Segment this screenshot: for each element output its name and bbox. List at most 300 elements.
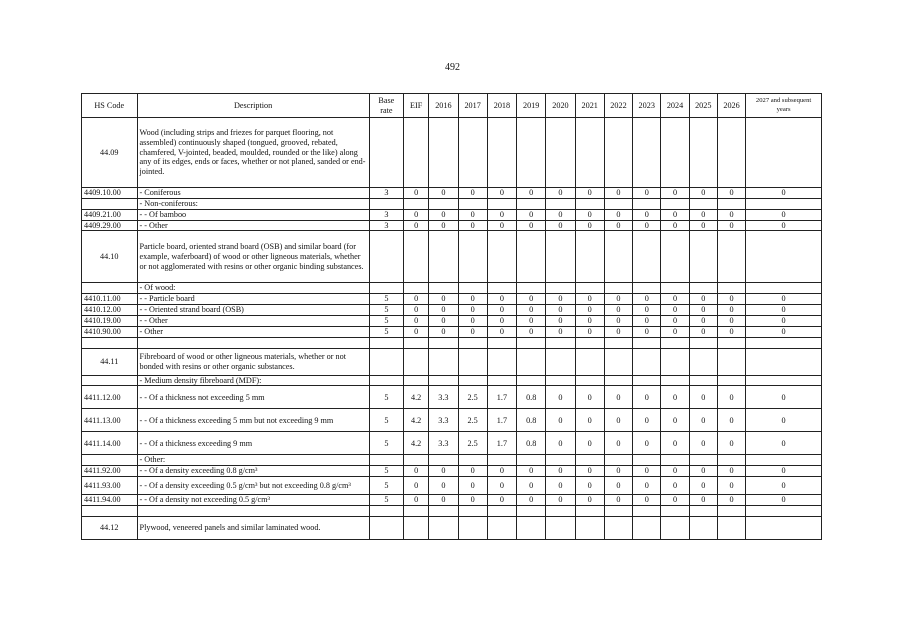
rate-cell: 0 <box>661 220 689 231</box>
rate-cell: 0 <box>575 495 604 506</box>
rate-cell <box>487 516 516 539</box>
rate-cell: 0 <box>717 294 745 305</box>
rate-cell: 0 <box>689 409 717 432</box>
rate-cell: 0 <box>661 495 689 506</box>
base-rate-cell: 5 <box>369 466 403 477</box>
hs-code-cell: 4411.92.00 <box>82 466 138 477</box>
hs-code-cell: 4411.13.00 <box>82 409 138 432</box>
rate-cell: 0 <box>604 220 632 231</box>
rate-cell: 0 <box>429 188 458 199</box>
rate-cell <box>661 455 689 466</box>
rate-cell: 0 <box>746 220 822 231</box>
rate-cell <box>717 505 745 516</box>
rate-cell <box>429 337 458 348</box>
page-number: 492 <box>445 62 460 73</box>
rate-cell: 0 <box>604 432 632 455</box>
rate-cell <box>746 231 822 283</box>
rate-cell <box>633 516 661 539</box>
column-header: EIF <box>404 94 429 118</box>
rate-cell <box>517 348 546 375</box>
rate-cell <box>404 348 429 375</box>
rate-cell <box>717 198 745 209</box>
rate-cell: 0 <box>717 386 745 409</box>
base-rate-cell <box>369 198 403 209</box>
rate-cell <box>487 231 516 283</box>
rate-cell: 0 <box>717 188 745 199</box>
rate-cell <box>604 505 632 516</box>
rate-cell: 0 <box>575 220 604 231</box>
column-header: 2022 <box>604 94 632 118</box>
rate-cell <box>633 198 661 209</box>
rate-cell: 0 <box>746 326 822 337</box>
base-rate-cell: 5 <box>369 495 403 506</box>
rate-cell <box>604 516 632 539</box>
rate-cell <box>458 348 487 375</box>
rate-cell <box>746 283 822 294</box>
rate-cell: 0 <box>633 294 661 305</box>
rate-cell <box>487 455 516 466</box>
rate-cell <box>575 198 604 209</box>
rate-cell <box>633 348 661 375</box>
rate-cell: 0 <box>661 432 689 455</box>
column-header: 2023 <box>633 94 661 118</box>
rate-cell <box>575 348 604 375</box>
rate-cell <box>746 516 822 539</box>
rate-cell <box>458 516 487 539</box>
rate-cell <box>689 348 717 375</box>
rate-cell <box>746 118 822 188</box>
rate-cell: 0 <box>746 305 822 316</box>
rate-cell: 0 <box>546 209 575 220</box>
table-row <box>82 477 822 495</box>
rate-cell: 0.8 <box>517 432 546 455</box>
rate-cell: 0 <box>633 466 661 477</box>
rate-cell: 0 <box>546 294 575 305</box>
rate-cell <box>458 505 487 516</box>
rate-cell <box>487 337 516 348</box>
column-header: 2019 <box>517 94 546 118</box>
rate-cell: 2.5 <box>458 432 487 455</box>
rate-cell <box>575 231 604 283</box>
hs-code-cell: 4409.10.00 <box>82 188 138 199</box>
rate-cell <box>404 516 429 539</box>
rate-cell: 0 <box>546 188 575 199</box>
rate-cell: 0 <box>458 305 487 316</box>
base-rate-cell: 5 <box>369 326 403 337</box>
column-header: 2020 <box>546 94 575 118</box>
rate-cell: 0 <box>717 326 745 337</box>
rate-cell: 0 <box>604 294 632 305</box>
rate-cell <box>487 283 516 294</box>
table-row <box>82 294 822 305</box>
description-cell: - - Oriented strand board (OSB) <box>137 305 369 316</box>
rate-cell <box>689 198 717 209</box>
rate-cell: 0 <box>746 294 822 305</box>
rate-cell: 3.3 <box>429 386 458 409</box>
rate-cell: 0 <box>661 294 689 305</box>
rate-cell: 0 <box>404 294 429 305</box>
rate-cell: 0 <box>717 209 745 220</box>
rate-cell: 0 <box>458 294 487 305</box>
rate-cell: 0 <box>404 305 429 316</box>
description-cell: - - Particle board <box>137 294 369 305</box>
rate-cell <box>458 337 487 348</box>
rate-cell: 0 <box>487 209 516 220</box>
rate-cell <box>717 283 745 294</box>
rate-cell <box>487 375 516 386</box>
rate-cell: 1.7 <box>487 409 516 432</box>
description-cell <box>137 337 369 348</box>
rate-cell: 0 <box>717 409 745 432</box>
rate-cell <box>575 505 604 516</box>
rate-cell: 0 <box>517 326 546 337</box>
rate-cell <box>546 455 575 466</box>
rate-cell <box>689 375 717 386</box>
rate-cell: 0 <box>633 220 661 231</box>
heading-row <box>82 516 822 539</box>
table-header <box>82 94 822 118</box>
rate-cell <box>746 348 822 375</box>
base-rate-cell: 3 <box>369 188 403 199</box>
rate-cell: 0 <box>575 466 604 477</box>
rate-cell: 0 <box>689 466 717 477</box>
rate-cell: 0 <box>458 188 487 199</box>
rate-cell: 0 <box>487 326 516 337</box>
rate-cell <box>661 337 689 348</box>
rate-cell: 0 <box>575 326 604 337</box>
rate-cell: 0 <box>604 477 632 495</box>
heading-row <box>82 231 822 283</box>
rate-cell <box>546 348 575 375</box>
rate-cell: 2.5 <box>458 386 487 409</box>
rate-cell: 0 <box>458 315 487 326</box>
rate-cell: 0 <box>487 495 516 506</box>
rate-cell <box>689 455 717 466</box>
rate-cell <box>404 455 429 466</box>
description-cell: - - Of a density not exceeding 0.5 g/cm³ <box>137 495 369 506</box>
description-cell: Plywood, veneered panels and similar laminated wood. <box>137 516 369 539</box>
rate-cell <box>717 118 745 188</box>
heading-row <box>82 118 822 188</box>
rate-cell: 0 <box>429 305 458 316</box>
rate-cell: 0 <box>404 220 429 231</box>
rate-cell <box>717 516 745 539</box>
rate-cell <box>546 516 575 539</box>
rate-cell <box>546 118 575 188</box>
base-rate-cell <box>369 231 403 283</box>
rate-cell <box>458 283 487 294</box>
rate-cell: 0 <box>546 409 575 432</box>
rate-cell: 0 <box>458 326 487 337</box>
hs-code-cell: 4411.12.00 <box>82 386 138 409</box>
column-header: HS Code <box>82 94 138 118</box>
rate-cell <box>575 337 604 348</box>
description-cell: - - Other <box>137 220 369 231</box>
rate-cell: 0.8 <box>517 386 546 409</box>
rate-cell <box>604 283 632 294</box>
rate-cell: 0 <box>575 305 604 316</box>
rate-cell: 0 <box>689 432 717 455</box>
hs-code-cell: 4411.14.00 <box>82 432 138 455</box>
rate-cell <box>633 118 661 188</box>
rate-cell: 0 <box>487 188 516 199</box>
hs-code-cell: 4410.12.00 <box>82 305 138 316</box>
description-cell: - Other <box>137 326 369 337</box>
rate-cell: 0 <box>689 477 717 495</box>
rate-cell: 0 <box>689 315 717 326</box>
rate-cell: 0 <box>661 386 689 409</box>
rate-cell: 0 <box>746 432 822 455</box>
base-rate-cell: 5 <box>369 315 403 326</box>
rate-cell: 0 <box>746 495 822 506</box>
rate-cell: 0 <box>661 305 689 316</box>
column-header: 2025 <box>689 94 717 118</box>
rate-cell <box>604 118 632 188</box>
base-rate-cell: 5 <box>369 409 403 432</box>
rate-cell <box>575 516 604 539</box>
rate-cell <box>517 455 546 466</box>
rate-cell: 0 <box>604 315 632 326</box>
base-rate-cell <box>369 375 403 386</box>
rate-cell: 0 <box>517 315 546 326</box>
tariff-schedule-table <box>81 93 822 540</box>
rate-cell <box>604 198 632 209</box>
rate-cell: 0 <box>429 326 458 337</box>
heading-row <box>82 348 822 375</box>
base-rate-cell: 5 <box>369 477 403 495</box>
rate-cell <box>458 231 487 283</box>
rate-cell <box>517 231 546 283</box>
rate-cell: 0 <box>689 305 717 316</box>
rate-cell: 0 <box>546 326 575 337</box>
rate-cell: 0 <box>546 305 575 316</box>
rate-cell: 0 <box>575 209 604 220</box>
rate-cell: 0 <box>458 466 487 477</box>
rate-cell <box>517 118 546 188</box>
rate-cell <box>404 118 429 188</box>
description-cell: - - Of a thickness exceeding 9 mm <box>137 432 369 455</box>
rate-cell <box>746 375 822 386</box>
rate-cell <box>517 516 546 539</box>
rate-cell <box>546 283 575 294</box>
base-rate-cell: 5 <box>369 294 403 305</box>
rate-cell: 4.2 <box>404 432 429 455</box>
rate-cell: 0 <box>661 315 689 326</box>
rate-cell: 0 <box>661 409 689 432</box>
description-cell: - - Other <box>137 315 369 326</box>
hs-code-cell: 44.10 <box>82 231 138 283</box>
rate-cell: 0 <box>633 386 661 409</box>
rate-cell: 0 <box>689 220 717 231</box>
rate-cell: 0 <box>458 477 487 495</box>
rate-cell: 0 <box>429 220 458 231</box>
description-cell: Particle board, oriented strand board (OSB) and similar board (for example, waferboard) of wood or other ligneous materials, whether or not agglomerated with resins or other organic binding substances. <box>137 231 369 283</box>
rate-cell: 0 <box>517 305 546 316</box>
hs-code-cell: 4411.94.00 <box>82 495 138 506</box>
column-header: 2016 <box>429 94 458 118</box>
description-cell: - - Of a density exceeding 0.8 g/cm³ <box>137 466 369 477</box>
rate-cell <box>661 118 689 188</box>
rate-cell <box>689 516 717 539</box>
spacer-row <box>82 337 822 348</box>
rate-cell <box>404 375 429 386</box>
hs-code-cell: 44.12 <box>82 516 138 539</box>
rate-cell: 0 <box>661 188 689 199</box>
rate-cell: 3.3 <box>429 409 458 432</box>
rate-cell <box>404 198 429 209</box>
rate-cell <box>517 337 546 348</box>
rate-cell <box>429 118 458 188</box>
rate-cell: 0 <box>429 466 458 477</box>
hs-code-cell <box>82 455 138 466</box>
description-cell <box>137 505 369 516</box>
rate-cell <box>487 118 516 188</box>
rate-cell: 0 <box>661 209 689 220</box>
rate-cell <box>633 283 661 294</box>
rate-cell: 0 <box>517 220 546 231</box>
rate-cell: 0 <box>404 315 429 326</box>
rate-cell: 0 <box>604 188 632 199</box>
description-cell: - Non-coniferous: <box>137 198 369 209</box>
rate-cell <box>487 348 516 375</box>
rate-cell: 0 <box>404 477 429 495</box>
rate-cell <box>717 375 745 386</box>
rate-cell: 0 <box>458 220 487 231</box>
rate-cell <box>633 455 661 466</box>
rate-cell: 1.7 <box>487 432 516 455</box>
rate-cell <box>458 375 487 386</box>
base-rate-cell: 5 <box>369 305 403 316</box>
hs-code-cell <box>82 198 138 209</box>
column-header: 2017 <box>458 94 487 118</box>
rate-cell: 0 <box>517 466 546 477</box>
rate-cell: 0 <box>546 466 575 477</box>
rate-cell: 0 <box>604 495 632 506</box>
rate-cell <box>575 283 604 294</box>
rate-cell: 0 <box>689 495 717 506</box>
rate-cell: 0 <box>717 495 745 506</box>
rate-cell: 0 <box>404 326 429 337</box>
rate-cell: 0 <box>689 326 717 337</box>
rate-cell: 0 <box>517 294 546 305</box>
rate-cell: 0 <box>458 495 487 506</box>
rate-cell: 0 <box>661 326 689 337</box>
rate-cell <box>404 283 429 294</box>
rate-cell <box>689 283 717 294</box>
rate-cell: 0 <box>689 386 717 409</box>
rate-cell: 0 <box>487 315 516 326</box>
rate-cell: 4.2 <box>404 409 429 432</box>
rate-cell: 0 <box>746 188 822 199</box>
rate-cell: 0 <box>661 466 689 477</box>
rate-cell: 0 <box>604 209 632 220</box>
rate-cell: 0 <box>546 386 575 409</box>
rate-cell <box>717 231 745 283</box>
rate-cell: 0 <box>689 188 717 199</box>
rate-cell: 0 <box>746 409 822 432</box>
description-cell: - - Of a thickness exceeding 5 mm but not exceeding 9 mm <box>137 409 369 432</box>
rate-cell <box>633 337 661 348</box>
rate-cell <box>575 375 604 386</box>
rate-cell <box>717 348 745 375</box>
rate-cell: 0 <box>404 495 429 506</box>
table-row <box>82 455 822 466</box>
table-row <box>82 305 822 316</box>
rate-cell <box>546 198 575 209</box>
rate-cell <box>546 505 575 516</box>
hs-code-cell <box>82 375 138 386</box>
rate-cell: 0 <box>575 294 604 305</box>
rate-cell <box>604 375 632 386</box>
rate-cell: 0 <box>487 305 516 316</box>
rate-cell: 0 <box>633 495 661 506</box>
rate-cell <box>604 231 632 283</box>
rate-cell: 0 <box>575 477 604 495</box>
table-row <box>82 409 822 432</box>
rate-cell: 0 <box>575 386 604 409</box>
rate-cell <box>404 505 429 516</box>
base-rate-cell <box>369 516 403 539</box>
base-rate-cell: 5 <box>369 432 403 455</box>
rate-cell: 0 <box>575 315 604 326</box>
rate-cell: 0 <box>487 220 516 231</box>
rate-cell <box>604 337 632 348</box>
base-rate-cell: 3 <box>369 220 403 231</box>
rate-cell <box>546 231 575 283</box>
rate-cell <box>429 198 458 209</box>
rate-cell: 0 <box>487 477 516 495</box>
rate-cell: 0 <box>404 188 429 199</box>
column-header: Base rate <box>369 94 403 118</box>
rate-cell <box>661 283 689 294</box>
hs-code-cell <box>82 283 138 294</box>
rate-cell: 0 <box>604 409 632 432</box>
rate-cell <box>404 231 429 283</box>
description-cell: - Medium density fibreboard (MDF): <box>137 375 369 386</box>
rate-cell: 0 <box>487 294 516 305</box>
rate-cell <box>429 516 458 539</box>
rate-cell: 0 <box>604 466 632 477</box>
rate-cell <box>517 375 546 386</box>
rate-cell <box>429 283 458 294</box>
hs-code-cell: 4410.90.00 <box>82 326 138 337</box>
rate-cell <box>429 231 458 283</box>
rate-cell <box>661 516 689 539</box>
rate-cell: 0 <box>633 305 661 316</box>
rate-cell <box>746 337 822 348</box>
description-cell: Fibreboard of wood or other ligneous materials, whether or not bonded with resins or other organic substances. <box>137 348 369 375</box>
description-cell: - - Of a thickness not exceeding 5 mm <box>137 386 369 409</box>
rate-cell <box>575 118 604 188</box>
base-rate-cell: 5 <box>369 386 403 409</box>
rate-cell: 0 <box>746 315 822 326</box>
spacer-row <box>82 505 822 516</box>
hs-code-cell: 4411.93.00 <box>82 477 138 495</box>
rate-cell <box>689 337 717 348</box>
rate-cell <box>429 455 458 466</box>
base-rate-cell <box>369 337 403 348</box>
rate-cell: 0 <box>575 188 604 199</box>
hs-code-cell <box>82 505 138 516</box>
rate-cell <box>487 198 516 209</box>
rate-cell <box>717 337 745 348</box>
column-header: 2018 <box>487 94 516 118</box>
hs-code-cell <box>82 337 138 348</box>
rate-cell: 0 <box>717 477 745 495</box>
table-row <box>82 495 822 506</box>
column-header: 2026 <box>717 94 745 118</box>
rate-cell <box>661 375 689 386</box>
